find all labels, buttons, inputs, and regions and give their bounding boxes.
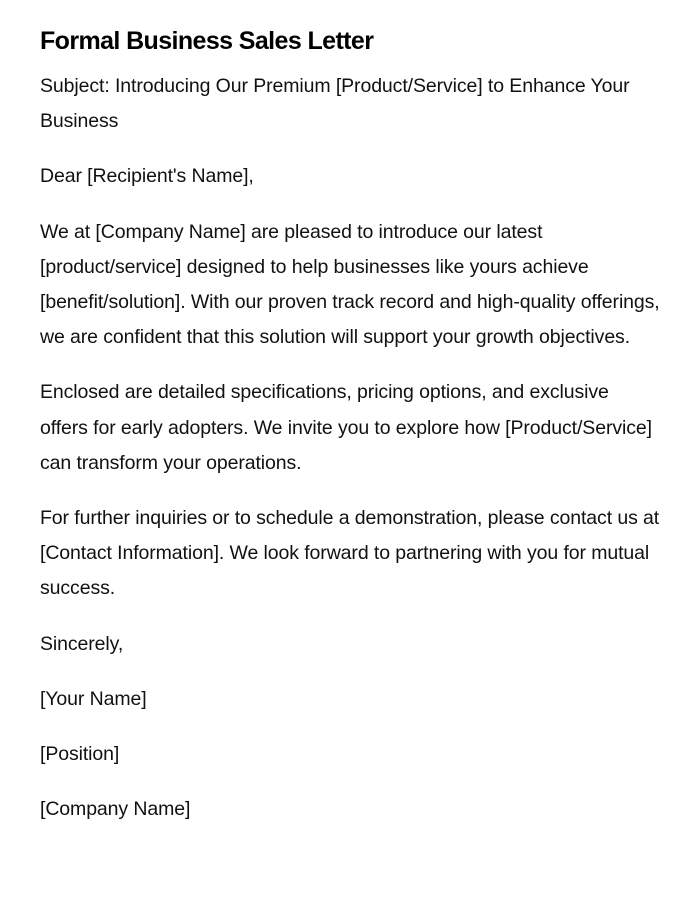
document-title: Formal Business Sales Letter bbox=[40, 27, 374, 55]
body-paragraph-contact: For further inquiries or to schedule a demonstration, please contact us at [Contact Information]. We look forward to partnering with you for mutual success. bbox=[40, 507, 660, 600]
body-paragraph-enclosed: Enclosed are detailed specifications, pricing options, and exclusive offers for early adopters. We invite you to explore how [Product/Service] can transform your operations. bbox=[40, 381, 652, 474]
salutation: Dear [Recipient's Name], bbox=[40, 165, 254, 188]
closing: Sincerely, bbox=[40, 632, 124, 655]
subject-line: Subject: Introducing Our Premium [Product/Service] to Enhance Your Business bbox=[40, 75, 630, 133]
signature-name: [Your Name] bbox=[40, 687, 147, 710]
signature-company: [Company Name] bbox=[40, 798, 191, 821]
body-paragraph-intro: We at [Company Name] are pleased to introduce our latest [product/service] designed to help businesses like yours achieve [benefit/solution]. With our proven track record and high-quality offerings, we are confident that this solution will support your growth objectives. bbox=[40, 220, 660, 349]
signature-position: [Position] bbox=[40, 743, 120, 766]
